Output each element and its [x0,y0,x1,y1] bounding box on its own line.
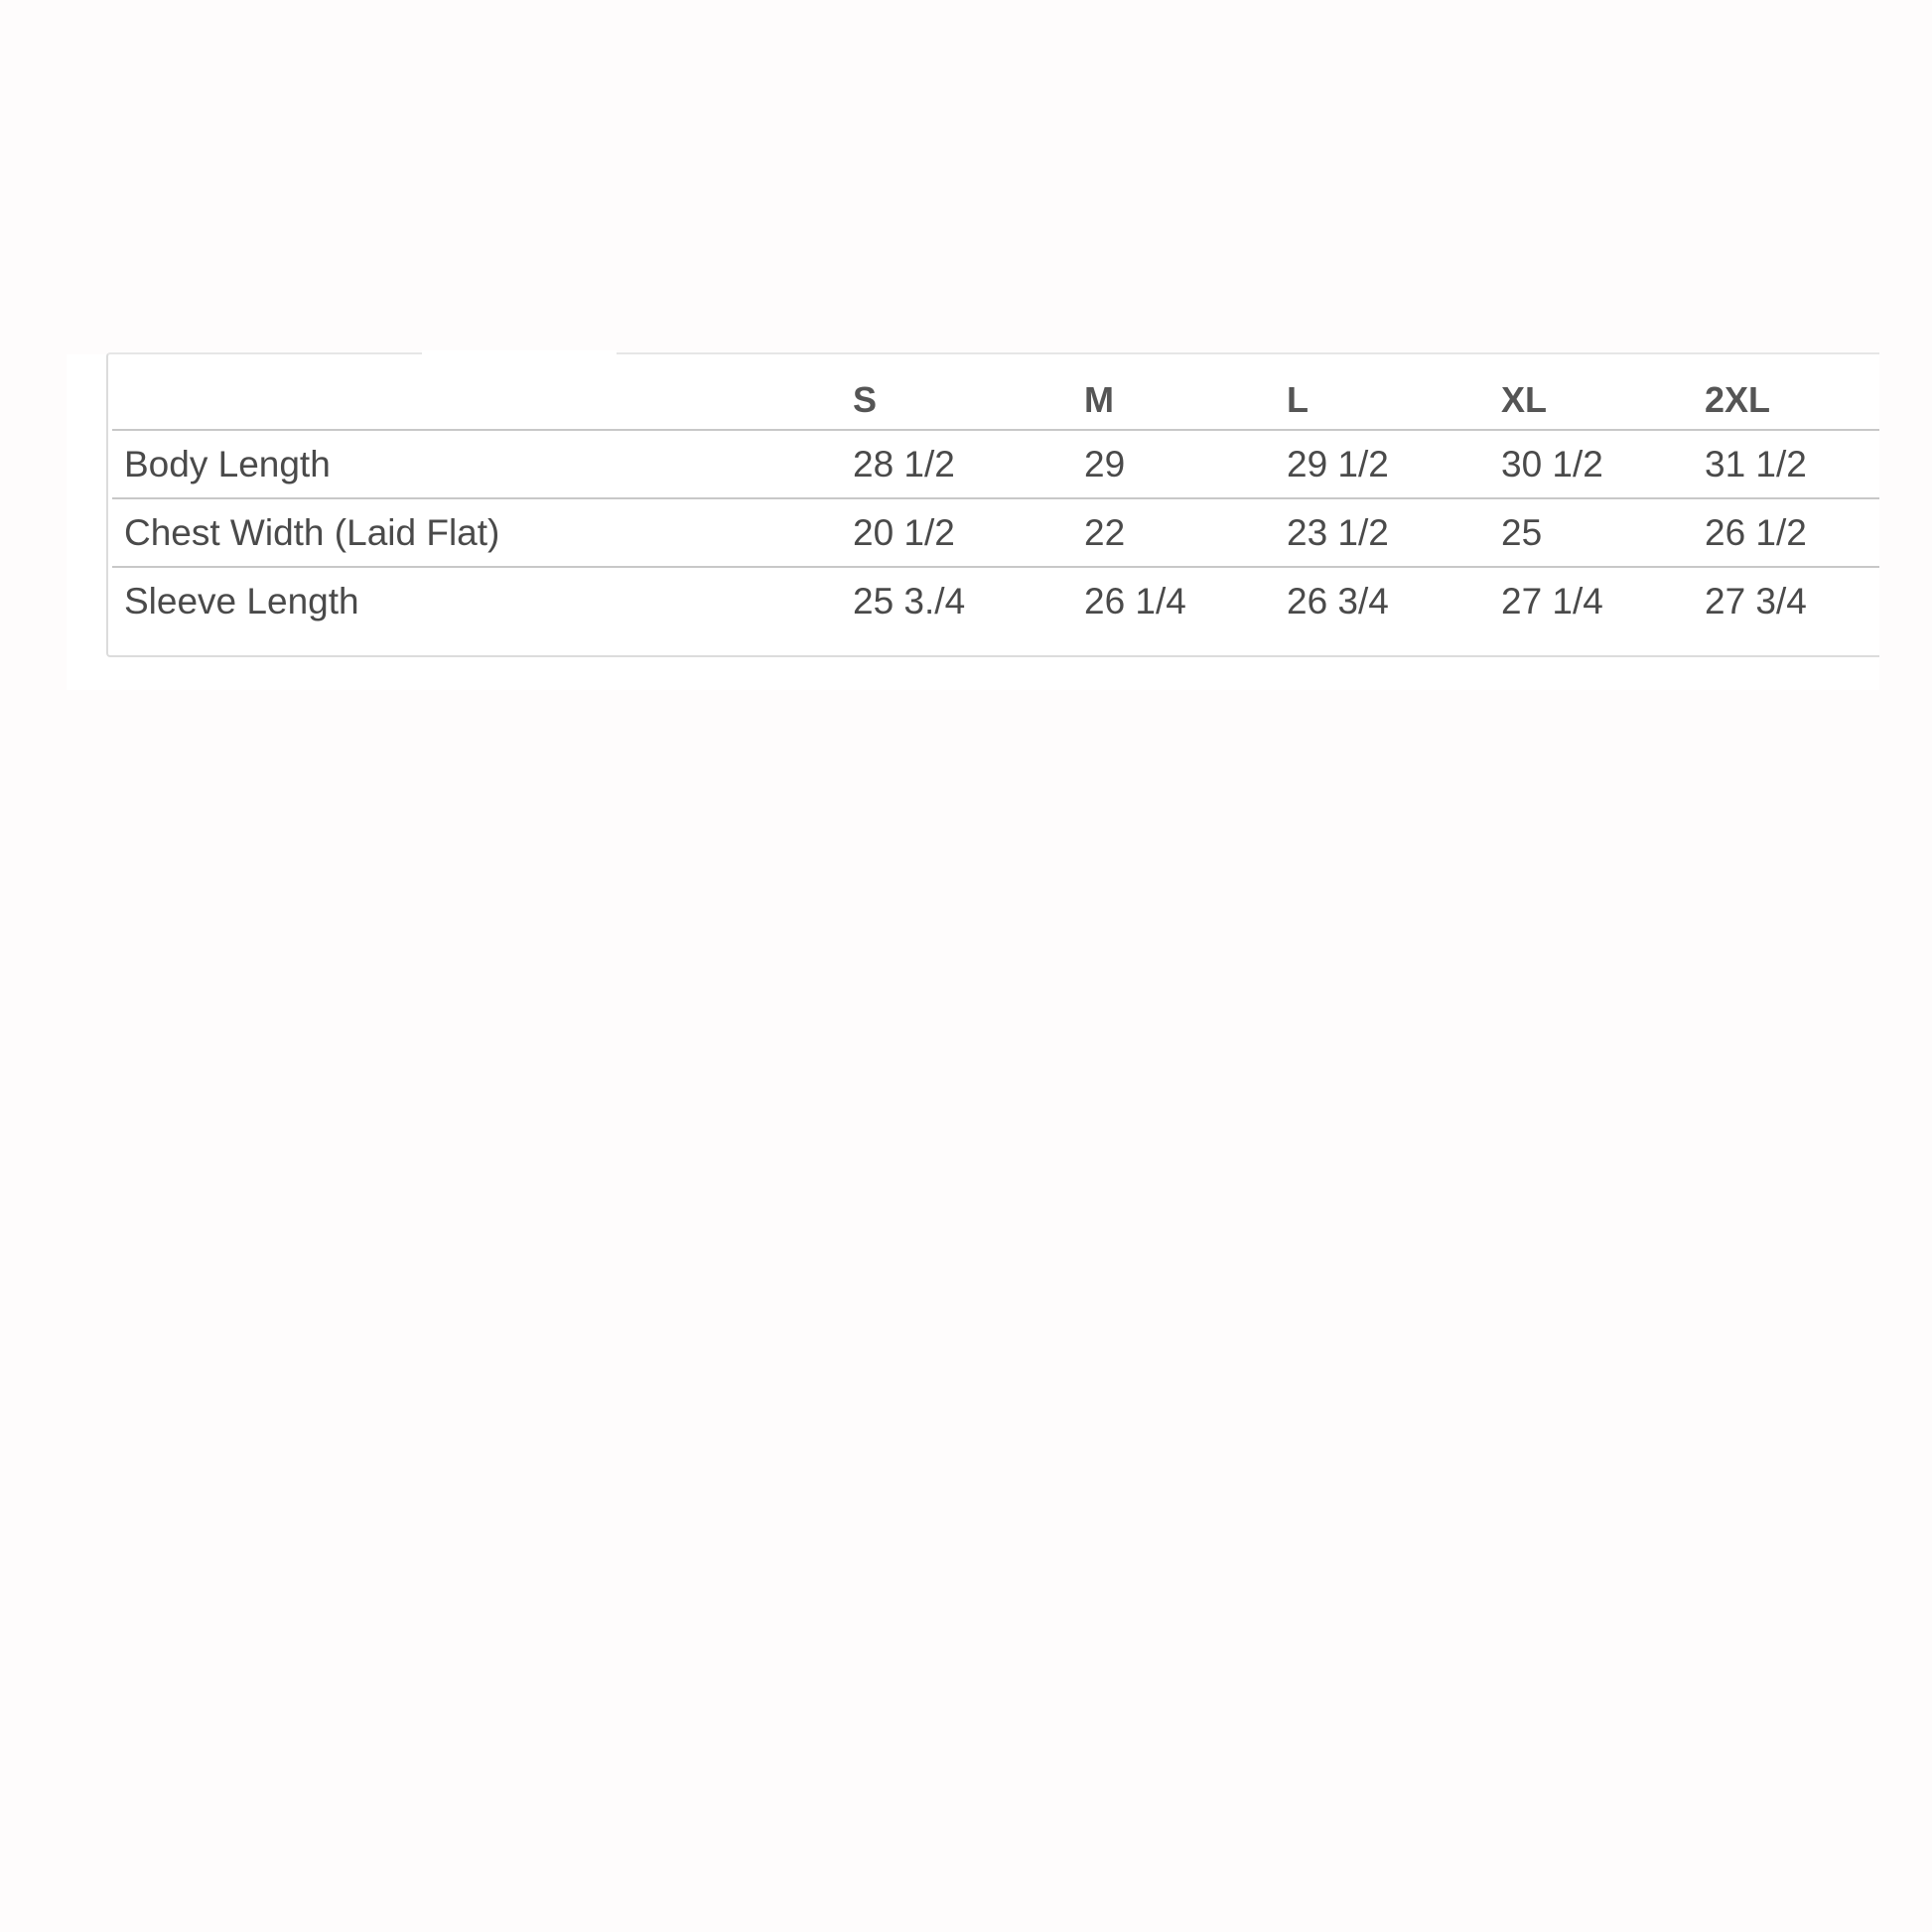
frame-top-gap [422,350,617,356]
table-cell: 29 1/2 [1287,430,1501,498]
size-header-row [112,371,1879,430]
table-cell: 26 1/2 [1705,498,1879,567]
row-label-header [112,371,853,430]
row-label: Sleeve Length [124,580,359,621]
size-header-l: L [1287,371,1501,430]
size-chart-table [112,371,1879,634]
row-label: Body Length [112,430,853,498]
table-cell: 30 1/2 [1501,430,1705,498]
table-cell: 29 [1084,430,1287,498]
table-cell: 27 3/4 [1705,580,1807,621]
table-cell: 25 3./4 [853,580,966,621]
size-header-s: S [853,371,1084,430]
table-cell: 26 1/4 [1084,580,1186,621]
table-cell: 25 [1501,498,1705,567]
table-cell: 22 [1084,498,1287,567]
table-cell: 28 1/2 [853,430,1084,498]
table-cell: 26 3/4 [1287,580,1389,621]
size-header-m: M [1084,371,1287,430]
table-cell: 27 1/4 [1501,580,1603,621]
table-cell: 31 1/2 [1705,430,1879,498]
row-label: Chest Width (Laid Flat) [112,498,853,567]
table-row-chest-width [112,498,1879,567]
size-header-xl: XL [1501,371,1705,430]
table-row-sleeve-length [112,567,1879,634]
table-cell: 20 1/2 [853,498,1084,567]
size-header-2xl: 2XL [1705,371,1879,430]
table-cell: 23 1/2 [1287,498,1501,567]
table-row-body-length [112,430,1879,498]
